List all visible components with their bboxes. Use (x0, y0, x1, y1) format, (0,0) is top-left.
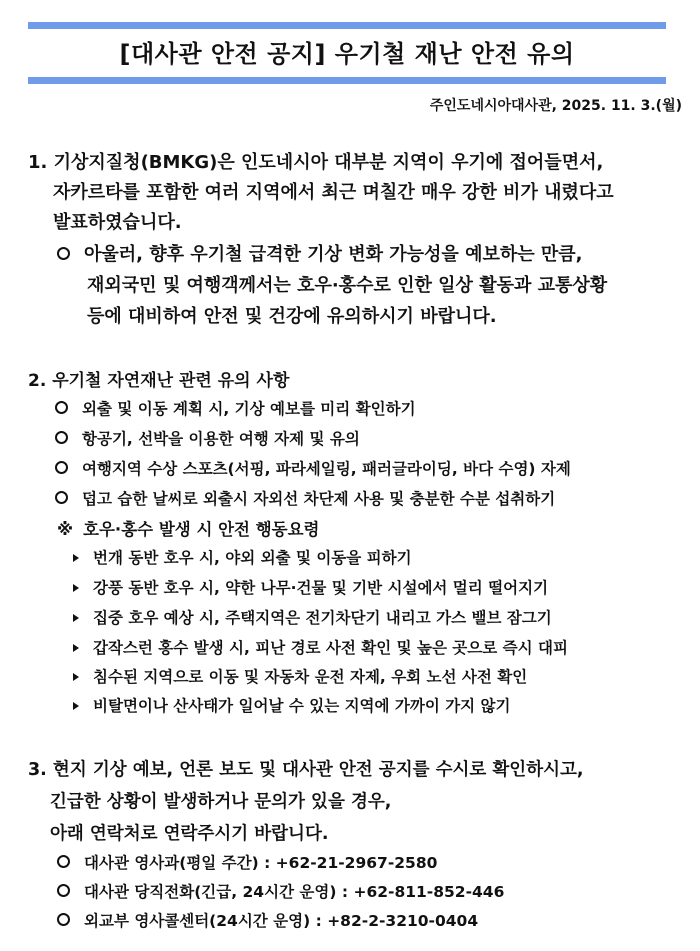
section-1-line: 1. 기상지질청(BMKG)은 인도네시아 대부분 지역이 우기에 접어들면서, (28, 152, 604, 173)
triangle-bullet-icon (73, 644, 79, 652)
contact-text: 외교부 영사콜센터(24시간 운영) : +82-2-3210-0404 (84, 912, 479, 930)
step-text: 갑작스런 홍수 발생 시, 피난 경로 사전 확인 및 높은 곳으로 즉시 대피 (93, 639, 568, 657)
title-bottom-rule (28, 77, 666, 84)
step-text: 침수된 지역으로 이동 및 자동차 운전 자제, 우회 노선 사전 확인 (93, 668, 528, 686)
section-1-sub-line: 재외국민 및 여행객께서는 호우·홍수로 인한 일상 활동과 교통상황 (87, 275, 608, 296)
dateline: 주인도네시아대사관, 2025. 11. 3.(월) (429, 98, 682, 114)
triangle-bullet-icon (73, 584, 79, 592)
list-item (55, 427, 360, 449)
reference-mark-icon: ※ (57, 520, 74, 539)
section-1-sub-item (57, 240, 583, 266)
circle-bullet-icon (57, 855, 70, 868)
list-item-text: 여행지역 수상 스포츠(서핑, 파라세일링, 패러글라이딩, 바다 수영) 자제 (82, 460, 571, 478)
step-text: 번개 동반 호우 시, 야외 외출 및 이동을 피하기 (93, 549, 412, 567)
step-item (73, 665, 527, 687)
circle-bullet-icon (57, 913, 70, 926)
section-3-line: 3. 현지 기상 예보, 언론 보도 및 대사관 안전 공지를 수시로 확인하시고, (28, 760, 584, 780)
step-item (73, 576, 548, 598)
safety-note-text: 호우·홍수 발생 시 안전 행동요령 (83, 520, 320, 539)
step-item (73, 546, 412, 568)
contact-item (57, 851, 437, 873)
section-1-sub-line: 등에 대비하여 안전 및 건강에 유의하시기 바랍니다. (87, 306, 497, 327)
circle-bullet-icon (57, 884, 70, 897)
section-3-line: 긴급한 상황이 발생하거나 문의가 있을 경우, (50, 792, 392, 812)
contact-text: 대사관 영사과(평일 주간) : +62-21-2967-2580 (84, 854, 438, 872)
contact-item (57, 880, 504, 902)
step-item (73, 636, 568, 658)
triangle-bullet-icon (73, 702, 79, 710)
circle-bullet-icon (55, 461, 68, 474)
circle-bullet-icon (55, 401, 68, 414)
section-2-heading: 2. 우기철 자연재난 관련 유의 사항 (28, 371, 290, 391)
step-item (73, 694, 511, 716)
step-text: 비탈면이나 산사태가 일어날 수 있는 지역에 가까이 가지 않기 (93, 697, 511, 715)
title-top-rule (28, 22, 666, 29)
safety-note (57, 516, 320, 540)
step-text: 강풍 동반 호우 시, 약한 나무·건물 및 기반 시설에서 멀리 떨어지기 (93, 579, 549, 597)
list-item-text: 항공기, 선박을 이용한 여행 자제 및 유의 (82, 430, 360, 448)
section-1-line: 자카르타를 포함한 여러 지역에서 최근 며칠간 매우 강한 비가 내렸다고 (53, 182, 614, 203)
list-item (55, 487, 555, 509)
section-1-sub-text: 아울러, 향후 우기철 급격한 기상 변화 가능성을 예보하는 만큼, (84, 244, 583, 265)
circle-bullet-icon (55, 491, 68, 504)
triangle-bullet-icon (73, 614, 79, 622)
circle-bullet-icon (55, 431, 68, 444)
contact-item (57, 909, 478, 931)
step-item (73, 606, 552, 628)
circle-bullet-icon (57, 247, 70, 260)
contact-text: 대사관 당직전화(긴급, 24시간 운영) : +62-811-852-446 (84, 883, 505, 901)
section-3-line: 아래 연락처로 연락주시기 바랍니다. (50, 824, 329, 844)
triangle-bullet-icon (73, 554, 79, 562)
list-item-text: 외출 및 이동 계획 시, 기상 예보를 미리 확인하기 (82, 400, 416, 418)
notice-title: [대사관 안전 공지] 우기철 재난 안전 유의 (119, 40, 575, 68)
section-1-line: 발표하였습니다. (53, 212, 182, 233)
list-item (55, 397, 416, 419)
list-item-text: 덥고 습한 날씨로 외출시 자외선 차단제 사용 및 충분한 수분 섭취하기 (82, 490, 556, 508)
step-text: 집중 호우 예상 시, 주택지역은 전기차단기 내리고 가스 밸브 잠그기 (93, 609, 552, 627)
list-item (55, 457, 571, 479)
triangle-bullet-icon (73, 673, 79, 681)
